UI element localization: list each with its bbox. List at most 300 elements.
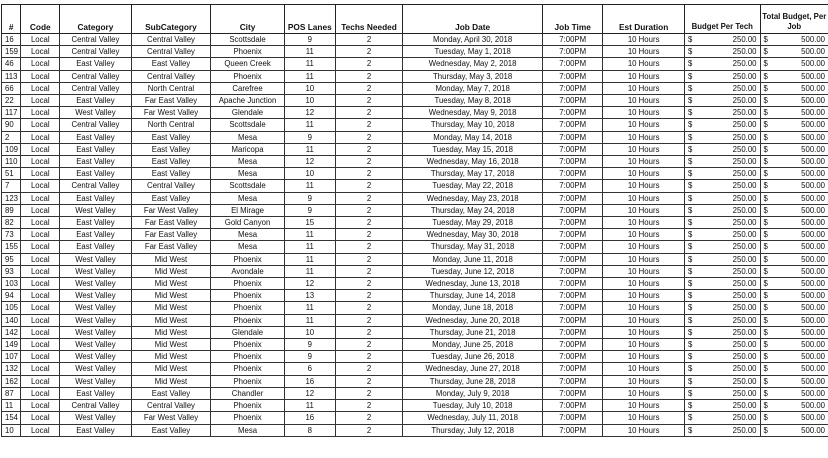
amount-value: 500.00 [801,254,825,264]
cell-job-time: 7:00PM [543,351,603,363]
cell-total-budget [760,253,828,265]
cell-city: El Mirage [211,204,285,216]
amount-value: 500.00 [801,364,825,374]
currency-symbol: $ [763,364,768,374]
cell-budget-per-tech [684,351,760,363]
amount-value: 500.00 [801,47,825,57]
currency-symbol: $ [687,71,693,81]
cell-code: Local [21,46,60,58]
cell-job-time: 7:00PM [543,168,603,180]
cell-category: East Valley [60,424,131,436]
cell-number: 87 [2,387,21,399]
cell-category: Central Valley [60,400,131,412]
cell-total-budget [760,241,828,253]
cell-subcategory: East Valley [131,192,211,204]
amount-value: 250.00 [732,35,757,44]
cell-number: 46 [2,58,21,70]
cell-pos-lanes: 11 [284,58,335,70]
cell-job-time: 7:00PM [543,143,603,155]
cell-job-time: 7:00PM [543,241,603,253]
cell-city: Phoenix [211,339,285,351]
cell-code: Local [21,375,60,387]
cell-code: Local [21,217,60,229]
cell-techs-needed: 2 [335,363,402,375]
cell-subcategory: East Valley [131,131,211,143]
cell-total-budget [760,387,828,399]
cell-total-budget [760,180,828,192]
cell-total-budget [760,131,828,143]
cell-job-date: Monday, April 30, 2018 [403,34,543,46]
cell-subcategory: Mid West [131,278,211,290]
cell-job-date: Wednesday, May 23, 2018 [403,192,543,204]
cell-techs-needed: 2 [335,400,402,412]
table-row [2,156,828,168]
cell-city: Phoenix [211,302,285,314]
cell-city: Scottsdale [211,180,285,192]
cell-est-duration: 10 Hours [603,387,685,399]
cell-code: Local [21,339,60,351]
cell-pos-lanes: 15 [284,217,335,229]
cell-code: Local [21,58,60,70]
cell-code: Local [21,363,60,375]
cell-job-date: Thursday, May 17, 2018 [403,168,543,180]
cell-total-budget [760,265,828,277]
table-row [2,314,828,326]
cell-code: Local [21,204,60,216]
cell-budget-per-tech [684,375,760,387]
cell-pos-lanes: 10 [284,95,335,107]
cell-category: West Valley [60,107,131,119]
currency-symbol: $ [687,340,693,350]
cell-number: 140 [2,314,21,326]
cell-budget-per-tech [684,265,760,277]
currency-symbol: $ [763,376,768,386]
cell-total-budget [760,375,828,387]
cell-job-time: 7:00PM [543,107,603,119]
amount-value: 250.00 [732,47,757,57]
cell-est-duration: 10 Hours [603,131,685,143]
currency-symbol: $ [763,169,768,179]
cell-subcategory: Far East Valley [131,241,211,253]
cell-est-duration: 10 Hours [603,156,685,168]
cell-city: Phoenix [211,314,285,326]
cell-budget-per-tech [684,400,760,412]
cell-budget-per-tech [684,278,760,290]
cell-number: 107 [2,351,21,363]
cell-total-budget [760,412,828,424]
currency-symbol: $ [687,120,693,130]
cell-pos-lanes: 10 [284,326,335,338]
cell-budget-per-tech [684,156,760,168]
cell-pos-lanes: 11 [284,46,335,58]
amount-value: 500.00 [801,181,825,191]
cell-job-time: 7:00PM [543,58,603,70]
cell-number: 155 [2,241,21,253]
cell-category: Central Valley [60,70,131,82]
currency-symbol: $ [687,218,693,228]
cell-city: Mesa [211,424,285,436]
cell-pos-lanes: 11 [284,119,335,131]
cell-budget-per-tech [684,58,760,70]
cell-subcategory: Mid West [131,253,211,265]
table-row [2,180,828,192]
currency-symbol: $ [763,388,768,398]
cell-number: 113 [2,70,21,82]
cell-city: Phoenix [211,351,285,363]
cell-job-time: 7:00PM [543,180,603,192]
amount-value: 250.00 [732,132,757,142]
currency-symbol: $ [687,388,693,398]
table-row [2,375,828,387]
cell-subcategory: Mid West [131,363,211,375]
cell-city: Phoenix [211,363,285,375]
cell-code: Local [21,265,60,277]
cell-budget-per-tech [684,302,760,314]
cell-subcategory: East Valley [131,143,211,155]
amount-value: 500.00 [801,230,825,240]
cell-city: Mesa [211,131,285,143]
currency-symbol: $ [687,230,693,240]
cell-category: Central Valley [60,34,131,46]
col-header-number: # [2,5,21,34]
cell-techs-needed: 2 [335,58,402,70]
currency-symbol: $ [763,132,768,142]
amount-value: 250.00 [732,157,757,167]
cell-job-time: 7:00PM [543,339,603,351]
cell-subcategory: Far West Valley [131,204,211,216]
amount-value: 250.00 [732,83,757,93]
cell-est-duration: 10 Hours [603,339,685,351]
cell-est-duration: 10 Hours [603,95,685,107]
currency-symbol: $ [687,352,693,362]
amount-value: 500.00 [801,279,825,289]
cell-techs-needed: 2 [335,229,402,241]
cell-est-duration: 10 Hours [603,265,685,277]
amount-value: 500.00 [801,59,825,69]
amount-value: 250.00 [732,327,757,337]
cell-techs-needed: 2 [335,424,402,436]
amount-value: 250.00 [732,96,757,106]
cell-job-time: 7:00PM [543,375,603,387]
cell-job-date: Monday, June 11, 2018 [403,253,543,265]
col-header-category: Category [60,5,131,34]
table-row [2,400,828,412]
cell-job-date: Thursday, May 10, 2018 [403,119,543,131]
cell-city: Glendale [211,107,285,119]
amount-value: 250.00 [732,59,757,69]
cell-city: Phoenix [211,412,285,424]
cell-job-date: Tuesday, May 22, 2018 [403,180,543,192]
amount-value: 250.00 [732,205,757,215]
amount-value: 250.00 [732,242,757,252]
cell-total-budget [760,351,828,363]
cell-budget-per-tech [684,70,760,82]
cell-budget-per-tech [684,46,760,58]
cell-category: East Valley [60,241,131,253]
cell-category: East Valley [60,131,131,143]
cell-job-time: 7:00PM [543,400,603,412]
cell-total-budget [760,107,828,119]
amount-value: 500.00 [801,193,825,203]
amount-value: 500.00 [801,108,825,118]
currency-symbol: $ [687,59,693,69]
cell-est-duration: 10 Hours [603,278,685,290]
col-header-est-duration: Est Duration [603,5,685,34]
cell-techs-needed: 2 [335,156,402,168]
amount-value: 250.00 [732,254,757,264]
amount-value: 250.00 [732,291,757,301]
col-header-total-budget: Total Budget, Per Job [760,5,828,34]
cell-subcategory: Central Valley [131,34,211,46]
cell-est-duration: 10 Hours [603,290,685,302]
cell-total-budget [760,46,828,58]
cell-budget-per-tech [684,314,760,326]
cell-subcategory: Mid West [131,339,211,351]
currency-symbol: $ [687,181,693,191]
cell-job-date: Wednesday, July 11, 2018 [403,412,543,424]
cell-techs-needed: 2 [335,107,402,119]
amount-value: 250.00 [732,352,757,362]
cell-number: 105 [2,302,21,314]
cell-pos-lanes: 11 [284,229,335,241]
table-row [2,302,828,314]
cell-category: West Valley [60,204,131,216]
cell-job-date: Wednesday, May 9, 2018 [403,107,543,119]
header-row [2,5,828,34]
currency-symbol: $ [687,96,693,106]
cell-job-time: 7:00PM [543,46,603,58]
cell-number: 162 [2,375,21,387]
cell-total-budget [760,58,828,70]
table-row [2,387,828,399]
cell-job-date: Tuesday, May 1, 2018 [403,46,543,58]
cell-pos-lanes: 11 [284,241,335,253]
cell-job-time: 7:00PM [543,326,603,338]
cell-est-duration: 10 Hours [603,204,685,216]
cell-techs-needed: 2 [335,339,402,351]
cell-est-duration: 10 Hours [603,375,685,387]
cell-city: Phoenix [211,253,285,265]
cell-budget-per-tech [684,168,760,180]
currency-symbol: $ [687,413,693,423]
table-row [2,70,828,82]
cell-city: Phoenix [211,70,285,82]
cell-category: East Valley [60,143,131,155]
currency-symbol: $ [763,218,768,228]
cell-est-duration: 10 Hours [603,119,685,131]
cell-budget-per-tech [684,180,760,192]
cell-job-time: 7:00PM [543,290,603,302]
col-header-code: Code [21,5,60,34]
table-row [2,241,828,253]
cell-total-budget [760,168,828,180]
amount-value: 500.00 [801,242,825,252]
amount-value: 250.00 [732,315,757,325]
cell-category: West Valley [60,278,131,290]
cell-subcategory: Mid West [131,351,211,363]
cell-est-duration: 10 Hours [603,46,685,58]
amount-value: 500.00 [801,120,825,130]
cell-city: Apache Junction [211,95,285,107]
amount-value: 250.00 [732,108,757,118]
table-row [2,82,828,94]
cell-budget-per-tech [684,82,760,94]
currency-symbol: $ [687,157,693,167]
cell-city: Mesa [211,168,285,180]
currency-symbol: $ [687,144,693,154]
col-header-subcategory: SubCategory [131,5,211,34]
cell-budget-per-tech [684,290,760,302]
currency-symbol: $ [763,413,768,423]
currency-symbol: $ [687,205,693,215]
currency-symbol: $ [687,108,693,118]
cell-budget-per-tech [684,131,760,143]
cell-pos-lanes: 11 [284,180,335,192]
cell-est-duration: 10 Hours [603,229,685,241]
cell-job-date: Tuesday, June 26, 2018 [403,351,543,363]
cell-number: 89 [2,204,21,216]
cell-code: Local [21,107,60,119]
amount-value: 250.00 [732,181,757,191]
cell-job-time: 7:00PM [543,119,603,131]
cell-job-date: Thursday, July 12, 2018 [403,424,543,436]
cell-total-budget [760,82,828,94]
cell-job-date: Thursday, June 28, 2018 [403,375,543,387]
cell-job-date: Tuesday, July 10, 2018 [403,400,543,412]
cell-job-date: Monday, May 14, 2018 [403,131,543,143]
table-row [2,192,828,204]
cell-category: East Valley [60,58,131,70]
currency-symbol: $ [687,193,693,203]
currency-symbol: $ [763,315,768,325]
cell-job-date: Monday, May 7, 2018 [403,82,543,94]
cell-pos-lanes: 11 [284,265,335,277]
cell-techs-needed: 2 [335,70,402,82]
cell-est-duration: 10 Hours [603,302,685,314]
amount-value: 500.00 [801,425,825,435]
cell-code: Local [21,326,60,338]
cell-techs-needed: 2 [335,46,402,58]
cell-est-duration: 10 Hours [603,70,685,82]
cell-job-time: 7:00PM [543,302,603,314]
cell-subcategory: Central Valley [131,70,211,82]
cell-code: Local [21,314,60,326]
cell-number: 66 [2,82,21,94]
cell-est-duration: 10 Hours [603,192,685,204]
cell-pos-lanes: 12 [284,278,335,290]
currency-symbol: $ [763,279,768,289]
cell-techs-needed: 2 [335,241,402,253]
cell-job-date: Monday, July 9, 2018 [403,387,543,399]
cell-category: East Valley [60,229,131,241]
cell-est-duration: 10 Hours [603,326,685,338]
cell-techs-needed: 2 [335,351,402,363]
cell-techs-needed: 2 [335,82,402,94]
currency-symbol: $ [763,193,768,203]
cell-pos-lanes: 6 [284,363,335,375]
currency-symbol: $ [763,254,768,264]
cell-job-time: 7:00PM [543,131,603,143]
cell-subcategory: Far East Valley [131,217,211,229]
cell-number: 11 [2,400,21,412]
cell-city: Phoenix [211,46,285,58]
cell-job-date: Thursday, May 24, 2018 [403,204,543,216]
cell-city: Phoenix [211,400,285,412]
amount-value: 500.00 [801,315,825,325]
table-row [2,253,828,265]
amount-value: 250.00 [732,71,757,81]
cell-techs-needed: 2 [335,95,402,107]
cell-budget-per-tech [684,424,760,436]
cell-number: 110 [2,156,21,168]
table-row [2,229,828,241]
currency-symbol: $ [763,157,768,167]
cell-city: Chandler [211,387,285,399]
cell-code: Local [21,180,60,192]
table-row [2,278,828,290]
cell-job-date: Tuesday, May 29, 2018 [403,217,543,229]
amount-value: 250.00 [732,193,757,203]
currency-symbol: $ [687,291,693,301]
cell-budget-per-tech [684,192,760,204]
cell-techs-needed: 2 [335,192,402,204]
currency-symbol: $ [687,376,693,386]
cell-techs-needed: 2 [335,119,402,131]
col-header-job-date: Job Date [403,5,543,34]
cell-est-duration: 10 Hours [603,217,685,229]
amount-value: 500.00 [801,83,825,93]
cell-budget-per-tech [684,95,760,107]
amount-value: 250.00 [732,340,757,350]
cell-code: Local [21,143,60,155]
cell-budget-per-tech [684,143,760,155]
amount-value: 250.00 [732,230,757,240]
currency-symbol: $ [763,242,768,252]
amount-value: 250.00 [732,218,757,228]
cell-est-duration: 10 Hours [603,400,685,412]
table-row [2,34,828,46]
cell-code: Local [21,412,60,424]
cell-total-budget [760,204,828,216]
cell-code: Local [21,70,60,82]
currency-symbol: $ [687,35,693,44]
cell-code: Local [21,351,60,363]
cell-city: Glendale [211,326,285,338]
cell-code: Local [21,156,60,168]
cell-budget-per-tech [684,363,760,375]
amount-value: 250.00 [732,388,757,398]
currency-symbol: $ [763,230,768,240]
table-row [2,204,828,216]
cell-category: Central Valley [60,119,131,131]
cell-city: Phoenix [211,290,285,302]
currency-symbol: $ [763,205,768,215]
cell-number: 22 [2,95,21,107]
table-row [2,363,828,375]
table-row [2,107,828,119]
cell-budget-per-tech [684,34,760,46]
cell-budget-per-tech [684,326,760,338]
table-row [2,265,828,277]
cell-budget-per-tech [684,241,760,253]
currency-symbol: $ [687,303,693,313]
cell-job-time: 7:00PM [543,192,603,204]
cell-pos-lanes: 16 [284,412,335,424]
cell-number: 93 [2,265,21,277]
cell-job-date: Tuesday, May 15, 2018 [403,143,543,155]
cell-budget-per-tech [684,217,760,229]
table-row [2,46,828,58]
